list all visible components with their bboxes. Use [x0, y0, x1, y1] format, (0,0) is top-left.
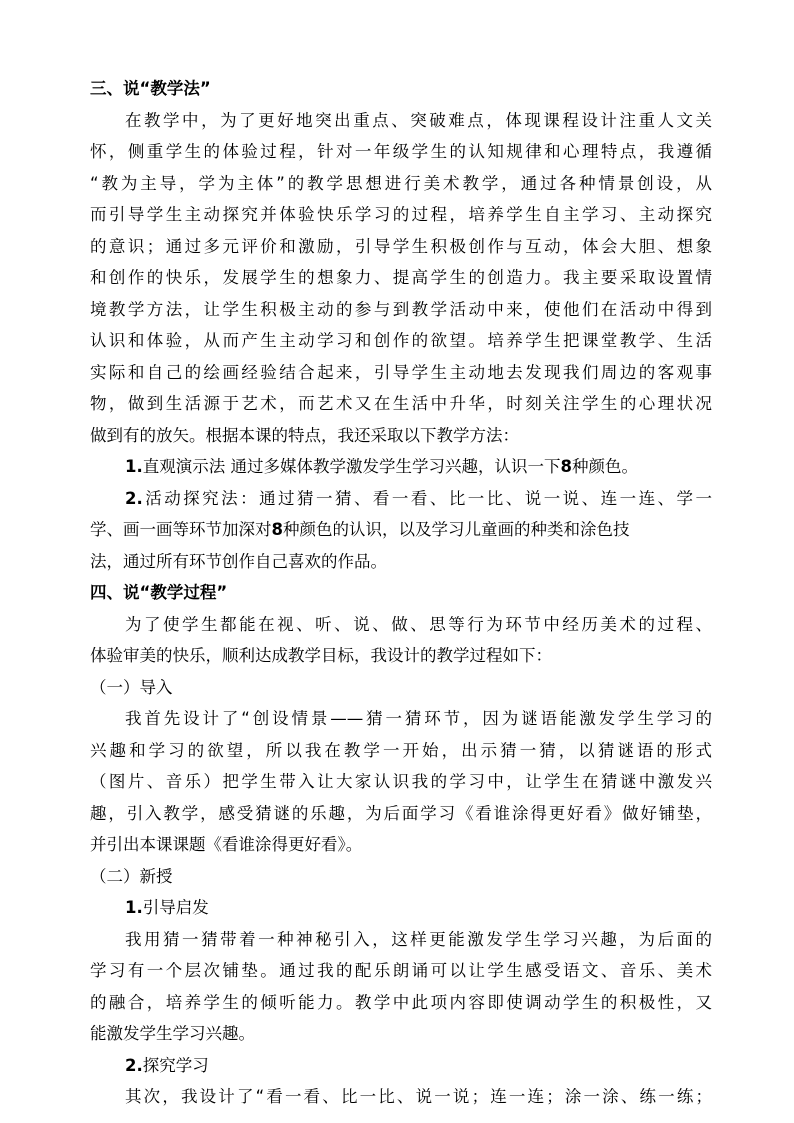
method-text: 活动探究法：通过猜一猜、看一看、比一比、说一说、连一连、学一 — [142, 488, 712, 508]
paragraph-line: 而引导学生主动探究并体验快乐学习的过程，培养学生自主学习、主动探究 — [90, 205, 712, 224]
section-heading-teaching-process: 四、说“教学过程” — [90, 583, 228, 602]
paragraph-line: 我用猜一猜带着一种神秘引入，这样更能激发学生学习兴趣，为后面的 — [125, 929, 712, 949]
color-count: 8 — [560, 457, 572, 476]
paragraph-line: 趣，引入教学，感受猜谜的乐趣，为后面学习《看谁涂得更好看》做好铺垫， — [90, 803, 712, 823]
step-number: 2. — [125, 1055, 143, 1075]
step-title: 引导启发 — [142, 898, 209, 917]
paragraph-line: 境教学方法，让学生积极主动的参与到教学活动中来，使他们在活动中得到 — [90, 299, 712, 319]
step-title: 探究学习 — [142, 1055, 209, 1075]
section-heading-teaching-method: 三、说“教学法” — [90, 79, 211, 98]
method-number: 2. — [125, 488, 143, 508]
method-text: 学、画一画等环节加深对 — [90, 520, 272, 539]
paragraph-line: 和创作的快乐，发展学生的想象力、提高学生的创造力。我主要采取设置情 — [90, 268, 712, 287]
subsection-heading-new-lesson: （二）新授 — [90, 866, 173, 886]
paragraph-line: 做到有的放矢。根据本课的特点，我还采取以下教学方法： — [90, 425, 519, 445]
method-text: 种颜色的认识，以及学习儿童画的种类和涂色技 — [282, 520, 630, 539]
method-item-2 — [90, 483, 712, 515]
paragraph-line: 兴趣和学习的欲望，所以我在教学一开始，出示猜一猜，以猜谜语的形式 — [90, 740, 712, 760]
paragraph-line: 认识和体验，从而产生主动学习和创作的欲望。培养学生把课堂教学、生活 — [90, 331, 712, 350]
paragraph-line: 我首先设计了“创设情景——猜一猜环节，因为谜语能激发学生学习的 — [125, 709, 712, 728]
method-number: 1. — [125, 457, 143, 476]
subsection-heading-intro: （一）导入 — [90, 677, 173, 697]
paragraph-line: 的融合，培养学生的倾听能力。教学中此项内容即使调动学生的积极性，又 — [90, 992, 712, 1012]
method-item-1 — [90, 451, 712, 483]
step-heading-1 — [90, 892, 712, 924]
paragraph-line: 学习有一个层次铺垫。通过我的配乐朗诵可以让学生感受语文、音乐、美术 — [90, 961, 712, 980]
paragraph-line: 法，通过所有环节创作自己喜欢的作品。 — [90, 551, 387, 571]
paragraph-line: 的意识；通过多元评价和激励，引导学生积极创作与互动，体会大胆、想象 — [90, 236, 712, 256]
method-text: 直观演示法 通过多媒体教学激发学生学习兴趣，认识一下 — [142, 457, 561, 476]
paragraph-line — [90, 514, 712, 546]
document-page — [90, 73, 712, 1113]
step-number: 1. — [125, 898, 143, 917]
paragraph-line: 体验审美的快乐，顺利达成教学目标，我设计的教学过程如下： — [90, 646, 552, 665]
paragraph-line: 能激发学生学习兴趣。 — [90, 1024, 255, 1043]
paragraph-line: 物，做到生活源于艺术，而艺术又在生活中升华，时刻关注学生的心理状况 — [90, 394, 712, 413]
paragraph-line: 在教学中，为了更好地突出重点、突破难点，体现课程设计注重人文关 — [125, 110, 712, 130]
paragraph-line: 怀，侧重学生的体验过程，针对一年级学生的认知规律和心理特点，我遵循 — [90, 142, 712, 161]
paragraph-line: “教为主导，学为主体”的教学思想进行美术教学，通过各种情景创设，从 — [90, 173, 712, 193]
paragraph-line: （图片、音乐）把学生带入让大家认识我的学习中，让学生在猜谜中激发兴 — [90, 772, 712, 791]
paragraph-line: 实际和自己的绘画经验结合起来，引导学生主动地去发现我们周边的客观事 — [90, 362, 712, 382]
paragraph-line: 为了使学生都能在视、听、说、做、思等行为环节中经历美术的过程、 — [125, 614, 712, 634]
paragraph-line: 其次，我设计了“看一看、比一比、说一说；连一连；涂一涂、练一练； — [125, 1087, 712, 1106]
color-count: 8 — [271, 520, 283, 539]
step-heading-2 — [90, 1050, 712, 1082]
paragraph-line: 并引出本课课题《看谁涂得更好看》。 — [90, 835, 363, 854]
method-text-tail: 种颜色。 — [571, 457, 638, 476]
